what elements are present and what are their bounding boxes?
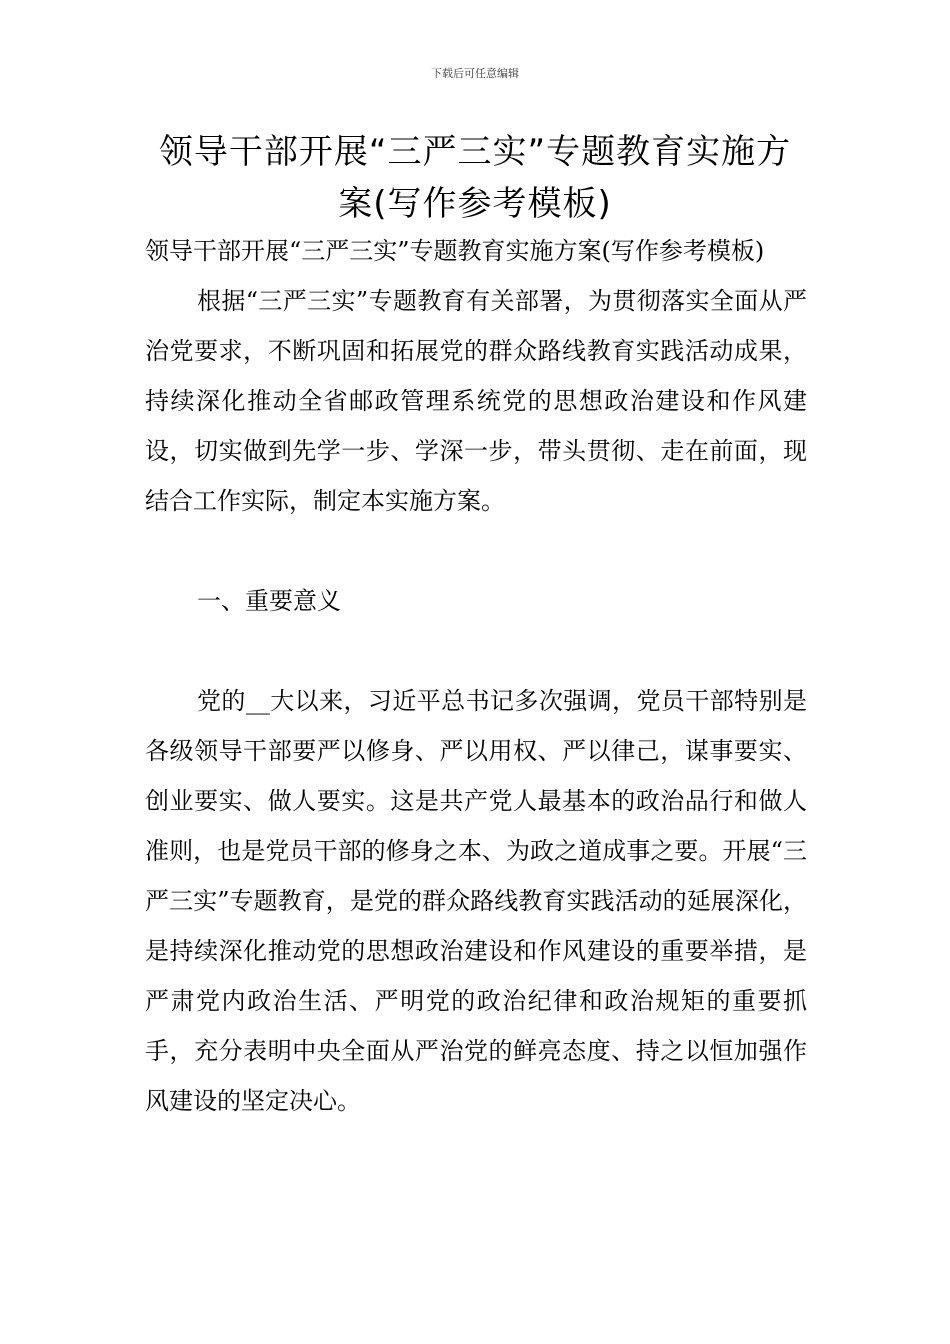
document-body bbox=[145, 226, 807, 1126]
download-note: 下载后可任意编辑 bbox=[431, 67, 519, 80]
section-paragraph: 党的__大以来，习近平总书记多次强调，党员干部特别是各级领导干部要严以修身、严以用权、严以律己，谋事要实、创业要实、做人要实。这是共产党人最基本的政治品行和做人准则，也是党员干部的修身之本、为政之道成事之要。开展“三严三实”专题教育，是党的群众路线教育实践活动的延展深化，是持续深化推动党的思想政治建设和作风建设的重要举措，是严肃党内政治生活、严明党的政治纪律和政治规矩的重要抓手，充分表明中央全面从严治党的鲜亮态度、持之以恒加强作风建设的坚定决心。 bbox=[145, 687, 807, 1115]
document-subtitle: 领导干部开展“三严三实”专题教育实施方案(写作参考模板) bbox=[145, 237, 765, 265]
document-title: 领导干部开展“三严三实”专题教育实施方案(写作参考模板) bbox=[158, 132, 792, 224]
intro-paragraph: 根据“三严三实”专题教育有关部署，为贯彻落实全面从严治党要求，不断巩固和拓展党的群众路线教育实践活动成果，持续深化推动全省邮政管理系统党的思想政治建设和作风建设，切实做到先学一步、学深一步，带头贯彻、走在前面，现结合工作实际，制定本实施方案。 bbox=[145, 287, 807, 515]
section-heading: 一、重要意义 bbox=[197, 587, 341, 615]
